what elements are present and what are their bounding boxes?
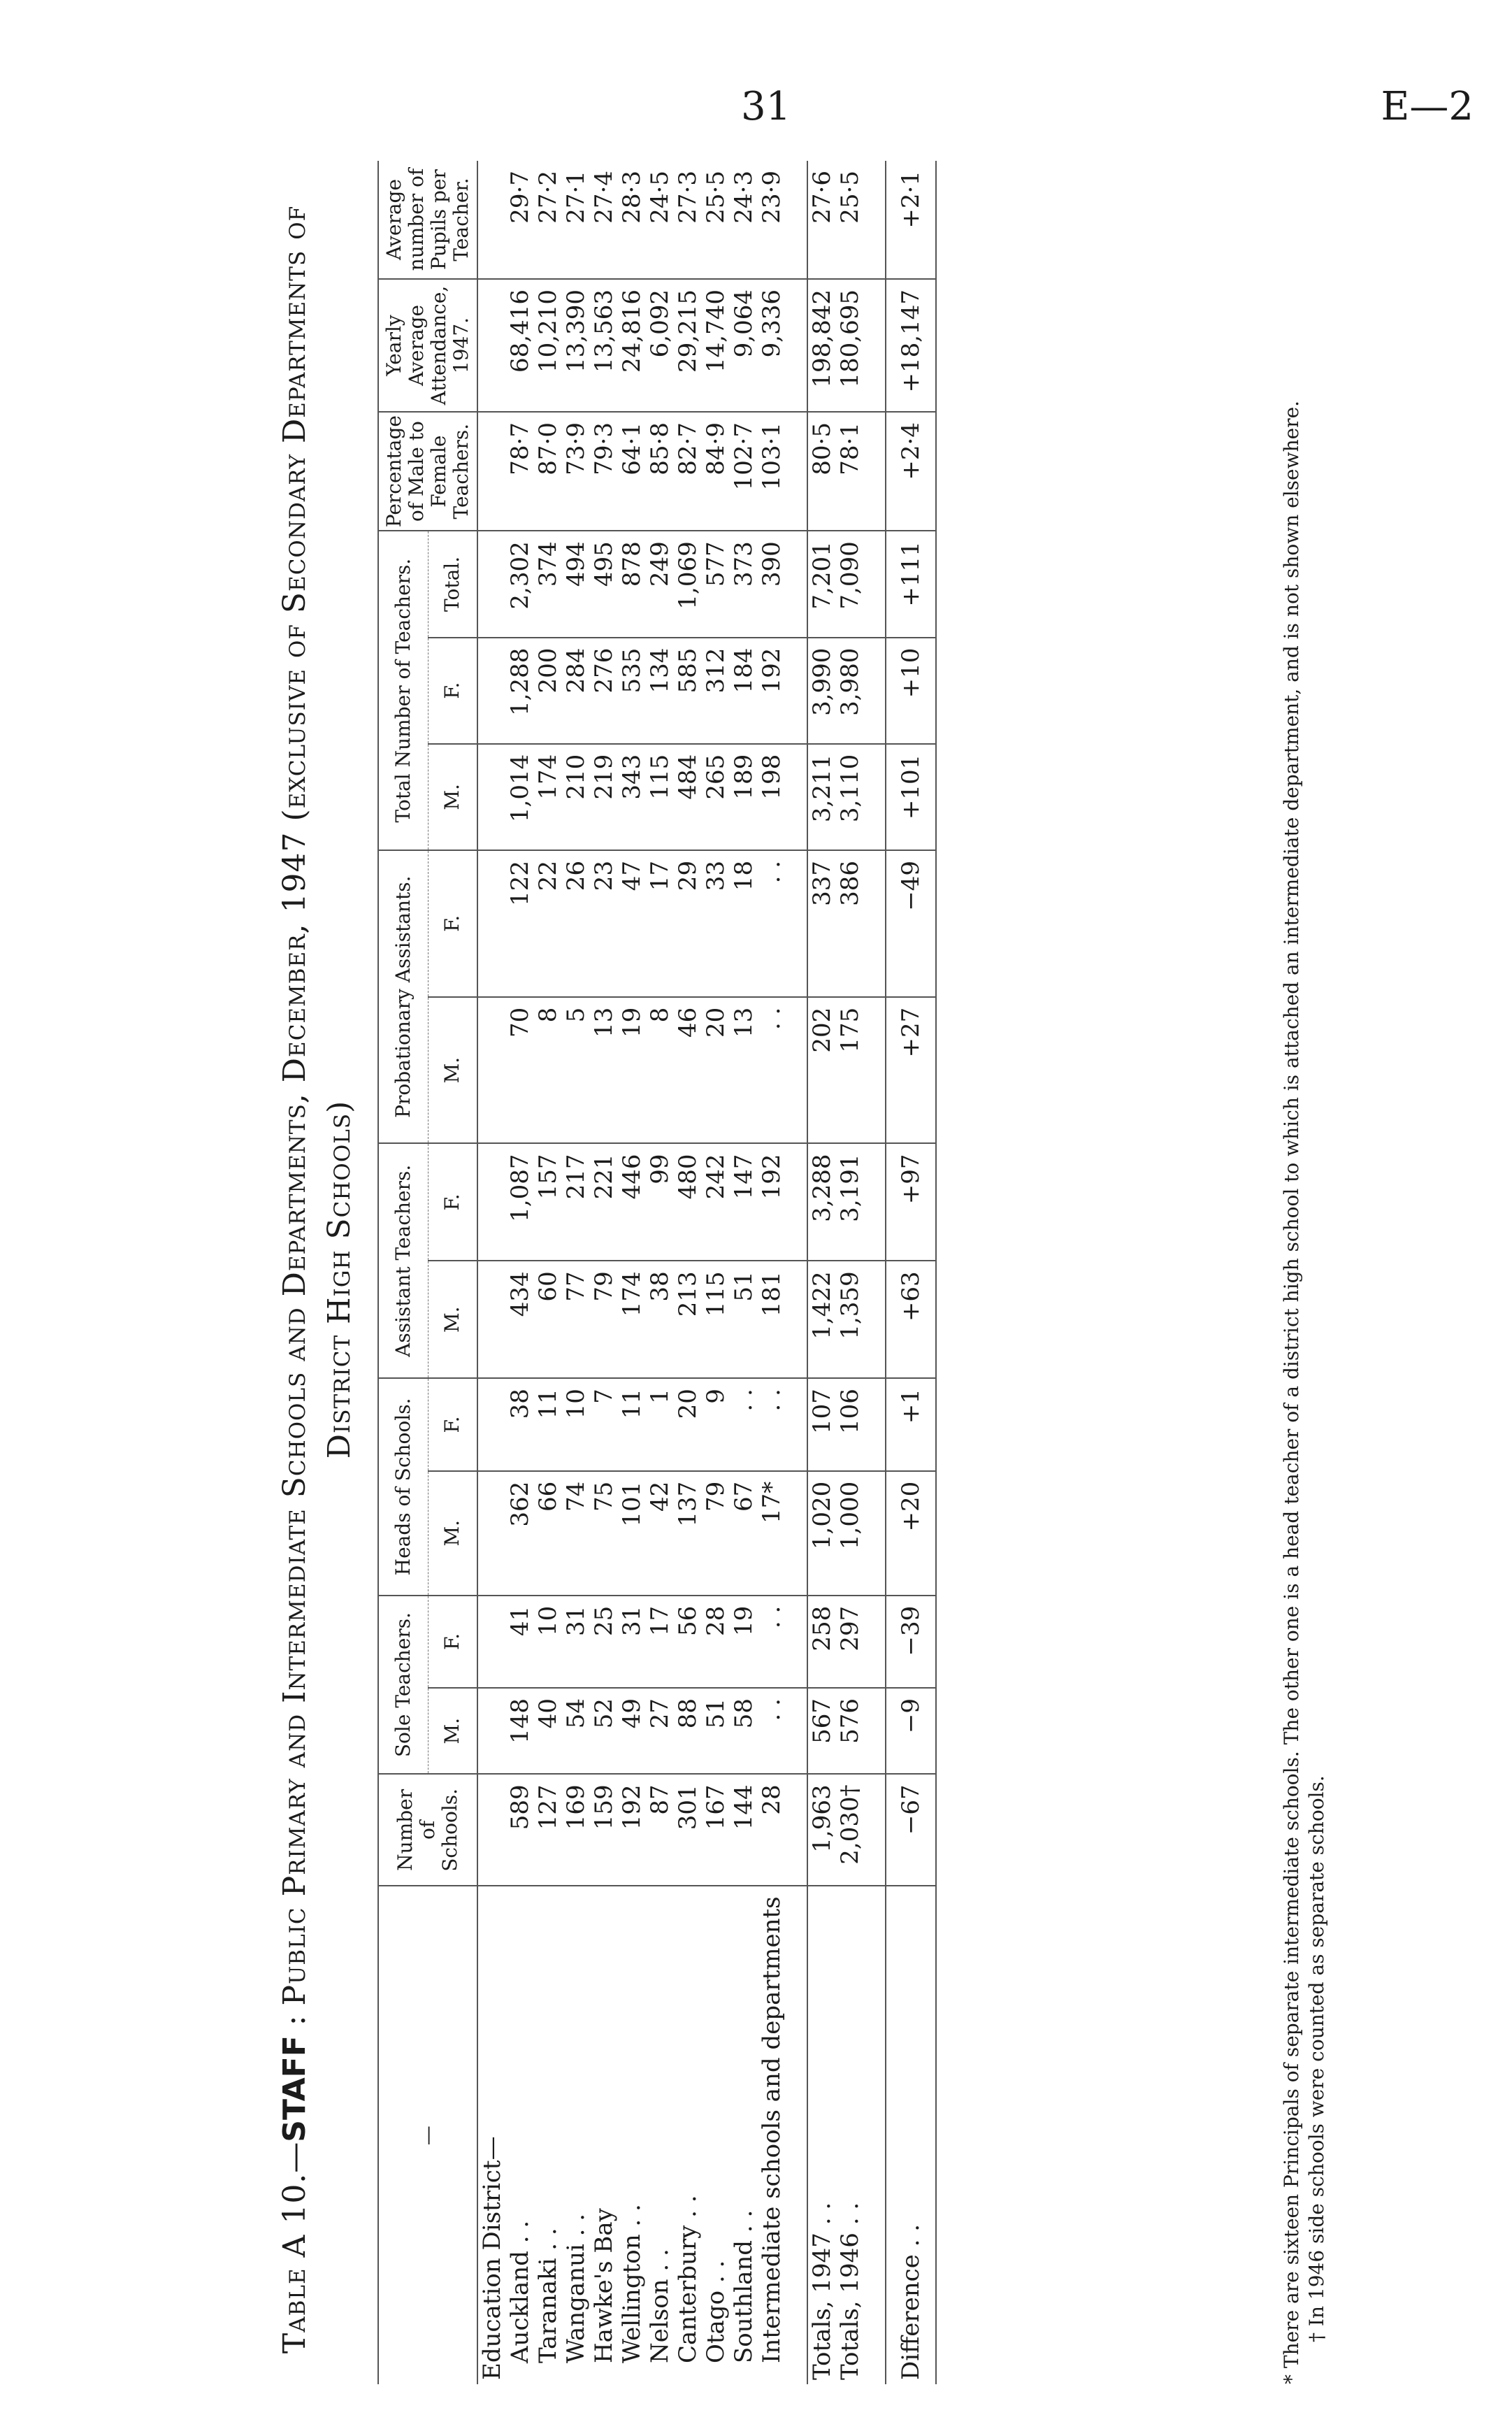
table-row (730, 161, 758, 2384)
cell-prob-f: 47 (618, 850, 646, 997)
row-label-text: Wellington (618, 2234, 646, 2363)
cell-prob-m: 20 (702, 997, 730, 1144)
cell-asst-f: 147 (730, 1143, 758, 1261)
cell-pct: 78·7 (506, 412, 534, 531)
row-label-text: Totals, 1947 (808, 2233, 836, 2380)
cell-tot-f: 3,990 (807, 638, 836, 744)
cell-prob-f: −49 (886, 850, 936, 997)
cell-att: 14,740 (702, 279, 730, 412)
cell-att: 68,416 (506, 279, 534, 412)
cell-asst-f: 99 (646, 1143, 674, 1261)
cell-sole-m: 27 (646, 1688, 674, 1774)
title-text: Public Primary and Intermediate Schools and Departments, December, 1947 (exclusive of Secondary Departments of District High Schools) (277, 205, 357, 2006)
cell-tot-f: 184 (730, 638, 758, 744)
cell-pct: +2·4 (886, 412, 936, 531)
cell-tot-f: 276 (590, 638, 618, 744)
cell-avg: 27·2 (534, 161, 562, 279)
cell-prob-m: 8 (534, 997, 562, 1144)
cell-prob-m: 46 (674, 997, 702, 1144)
row-label (886, 1886, 936, 2384)
cell-prob-f: . . (758, 850, 786, 997)
cell-heads-m: 42 (646, 1471, 674, 1596)
cell-sole-f: 25 (590, 1596, 618, 1688)
cell-tot: 577 (702, 531, 730, 637)
cell-tot: 373 (730, 531, 758, 637)
cell-asst-f: 3,191 (836, 1143, 864, 1261)
cell-prob-f: 26 (562, 850, 590, 997)
cell-sole-f: 258 (807, 1596, 836, 1688)
row-label-leader: . . (702, 2260, 730, 2284)
row-label-text: Hawke's Bay (590, 2208, 618, 2363)
cell-asst-m: 77 (562, 1261, 590, 1378)
cell-heads-m: 74 (562, 1471, 590, 1596)
cell-asst-m: 51 (730, 1261, 758, 1378)
row-label (758, 1886, 786, 2384)
cell-pct: 102·7 (730, 412, 758, 531)
row-label-leader: . . (836, 2202, 864, 2226)
cell-sole-m: −9 (886, 1688, 936, 1774)
page-number: 31 (741, 84, 791, 129)
cell-heads-f: 1 (646, 1378, 674, 1471)
cell-heads-m: +20 (886, 1471, 936, 1596)
cell-sole-m: 576 (836, 1688, 864, 1774)
cell-tot: 390 (758, 531, 786, 637)
cell-prob-m: 19 (618, 997, 646, 1144)
cell-heads-f: . . (730, 1378, 758, 1471)
section-row (477, 161, 506, 2384)
table-row (702, 161, 730, 2384)
cell-heads-m: 67 (730, 1471, 758, 1596)
cell-sole-f: 28 (702, 1596, 730, 1688)
cell-pct: 73·9 (562, 412, 590, 531)
cell-tot: 1,069 (674, 531, 702, 637)
sub-sole-f: F. (428, 1596, 477, 1688)
cell-schools: 169 (562, 1774, 590, 1886)
title-staff: STAFF (277, 2035, 312, 2142)
cell-heads-f: 7 (590, 1378, 618, 1471)
cell-schools: 159 (590, 1774, 618, 1886)
table-row (646, 161, 674, 2384)
cell-tot-m: +101 (886, 744, 936, 850)
row-label-text: Auckland (506, 2251, 534, 2363)
cell-prob-f: 29 (674, 850, 702, 997)
cell-heads-f: 106 (836, 1378, 864, 1471)
cell-schools: −67 (886, 1774, 936, 1886)
cell-tot-m: 1,014 (506, 744, 534, 850)
cell-heads-m: 79 (702, 1471, 730, 1596)
cell-tot: 7,201 (807, 531, 836, 637)
cell-asst-m: 434 (506, 1261, 534, 1378)
cell-pct: 87·0 (534, 412, 562, 531)
cell-avg: 25·5 (702, 161, 730, 279)
row-label-text: Nelson (646, 2279, 674, 2363)
row-label-text: Southland (730, 2240, 758, 2363)
cell-prob-f: 22 (534, 850, 562, 997)
cell-heads-m: 66 (534, 1471, 562, 1596)
row-label-leader: . . (506, 2220, 534, 2244)
cell-avg: 23·9 (758, 161, 786, 279)
cell-sole-m: 51 (702, 1688, 730, 1774)
cell-sole-m: 52 (590, 1688, 618, 1774)
row-label-text: Difference (897, 2254, 925, 2380)
cell-att: 13,390 (562, 279, 590, 412)
corner-header: — (378, 1886, 477, 2384)
table-row (590, 161, 618, 2384)
cell-prob-f: 23 (590, 850, 618, 997)
cell-prob-m: 175 (836, 997, 864, 1144)
cell-sole-f: 31 (562, 1596, 590, 1688)
cell-prob-m: . . (758, 997, 786, 1144)
cell-tot-f: 535 (618, 638, 646, 744)
cell-sole-m: . . (758, 1688, 786, 1774)
cell-tot-f: 585 (674, 638, 702, 744)
cell-asst-m: 115 (702, 1261, 730, 1378)
cell-tot-m: 210 (562, 744, 590, 850)
cell-asst-m: 79 (590, 1261, 618, 1378)
cell-schools: 589 (506, 1774, 534, 1886)
cell-prob-m: 5 (562, 997, 590, 1144)
staff-table (377, 161, 937, 2384)
row-label (807, 1886, 836, 2384)
cell-att: 13,563 (590, 279, 618, 412)
cell-heads-f: 9 (702, 1378, 730, 1471)
table-row (618, 161, 646, 2384)
cell-prob-f: 18 (730, 850, 758, 997)
cell-schools: 144 (730, 1774, 758, 1886)
cell-sole-f: 297 (836, 1596, 864, 1688)
cell-avg: 27·6 (807, 161, 836, 279)
cell-avg: 24·5 (646, 161, 674, 279)
cell-sole-f: 10 (534, 1596, 562, 1688)
cell-sole-m: 54 (562, 1688, 590, 1774)
row-label-leader: . . (674, 2195, 702, 2218)
cell-tot: 878 (618, 531, 646, 637)
row-label-text: Canterbury (674, 2225, 702, 2363)
cell-schools: 1,963 (807, 1774, 836, 1886)
cell-avg: 29·7 (506, 161, 534, 279)
cell-pct: 78·1 (836, 412, 864, 531)
cell-tot-m: 484 (674, 744, 702, 850)
cell-sole-m: 40 (534, 1688, 562, 1774)
cell-att: 9,064 (730, 279, 758, 412)
cell-heads-m: 137 (674, 1471, 702, 1596)
cell-prob-m: 70 (506, 997, 534, 1144)
cell-tot: 374 (534, 531, 562, 637)
cell-tot-m: 189 (730, 744, 758, 850)
row-label (702, 1886, 730, 2384)
cell-schools: 192 (618, 1774, 646, 1886)
cell-asst-m: 181 (758, 1261, 786, 1378)
title-colon: : (277, 2005, 312, 2036)
cell-prob-m: +27 (886, 997, 936, 1144)
cell-asst-f: 1,087 (506, 1143, 534, 1261)
cell-sole-f: 56 (674, 1596, 702, 1688)
cell-heads-m: 75 (590, 1471, 618, 1596)
cell-tot: +111 (886, 531, 936, 637)
cell-att: 29,215 (674, 279, 702, 412)
cell-att: +18,147 (886, 279, 936, 412)
cell-tot-m: 219 (590, 744, 618, 850)
row-label (730, 1886, 758, 2384)
cell-tot-f: 192 (758, 638, 786, 744)
row-label-leader: . . (562, 2213, 590, 2237)
col-yearly-average: Yearly Average Attendance, 1947. (378, 279, 477, 412)
title-dash: — (277, 2142, 312, 2173)
sub-heads-m: M. (428, 1471, 477, 1596)
cell-heads-f: 38 (506, 1378, 534, 1471)
cell-sole-m: 58 (730, 1688, 758, 1774)
cell-prob-m: 13 (730, 997, 758, 1144)
cell-sole-f: 19 (730, 1596, 758, 1688)
cell-sole-m: 567 (807, 1688, 836, 1774)
difference-row (886, 161, 936, 2384)
row-label-leader: . . (646, 2249, 674, 2272)
cell-avg: 28·3 (618, 161, 646, 279)
footnote-2: † In 1946 side schools were counted as separate schools. (1305, 1775, 1328, 2342)
row-label-text: Otago (702, 2290, 730, 2363)
cell-tot-f: 312 (702, 638, 730, 744)
table-row (674, 161, 702, 2384)
cell-sole-f: −39 (886, 1596, 936, 1688)
col-percentage: Percentage of Male to Female Teachers. (378, 412, 477, 531)
row-label-text: Wanganui (562, 2244, 590, 2363)
cell-sole-f: . . (758, 1596, 786, 1688)
cell-tot-m: 265 (702, 744, 730, 850)
cell-pct: 82·7 (674, 412, 702, 531)
row-label (562, 1886, 590, 2384)
cell-pct: 79·3 (590, 412, 618, 531)
cell-prob-m: 8 (646, 997, 674, 1144)
cell-schools: 87 (646, 1774, 674, 1886)
cell-sole-m: 88 (674, 1688, 702, 1774)
cell-asst-f: 242 (702, 1143, 730, 1261)
spacer-row (786, 161, 807, 2384)
cell-att: 9,336 (758, 279, 786, 412)
col-heads-of-schools: Heads of Schools. (378, 1378, 428, 1596)
cell-att: 10,210 (534, 279, 562, 412)
sub-total-total: Total. (428, 531, 477, 637)
cell-schools: 301 (674, 1774, 702, 1886)
cell-att: 24,816 (618, 279, 646, 412)
sub-sole-m: M. (428, 1688, 477, 1774)
cell-asst-m: 38 (646, 1261, 674, 1378)
cell-asst-f: 480 (674, 1143, 702, 1261)
row-label-text: Taranaki (534, 2258, 562, 2363)
cell-avg: 27·1 (562, 161, 590, 279)
cell-tot-m: 198 (758, 744, 786, 850)
cell-avg: 25·5 (836, 161, 864, 279)
cell-heads-m: 101 (618, 1471, 646, 1596)
cell-pct: 64·1 (618, 412, 646, 531)
row-label-leader: . . (897, 2223, 925, 2247)
cell-asst-m: 1,422 (807, 1261, 836, 1378)
cell-avg: 27·4 (590, 161, 618, 279)
row-label-text: Totals, 1946 (836, 2233, 864, 2380)
cell-asst-f: 446 (618, 1143, 646, 1261)
table-row (506, 161, 534, 2384)
cell-heads-f: 11 (534, 1378, 562, 1471)
table-row (562, 161, 590, 2384)
cell-schools: 127 (534, 1774, 562, 1886)
row-label-leader: . . (534, 2228, 562, 2251)
row-label (534, 1886, 562, 2384)
col-probationary-assistants: Probationary Assistants. (378, 850, 428, 1144)
cell-prob-f: 33 (702, 850, 730, 997)
rotated-table-block (273, 161, 1349, 2398)
cell-asst-f: 157 (534, 1143, 562, 1261)
table-row (534, 161, 562, 2384)
col-number-of-schools: Number of Schools. (378, 1774, 477, 1886)
cell-schools: 2,030† (836, 1774, 864, 1886)
cell-heads-m: 1,020 (807, 1471, 836, 1596)
cell-att: 180,695 (836, 279, 864, 412)
cell-asst-m: 213 (674, 1261, 702, 1378)
cell-asst-f: +97 (886, 1143, 936, 1261)
cell-heads-f: 10 (562, 1378, 590, 1471)
cell-tot-f: 284 (562, 638, 590, 744)
cell-tot: 495 (590, 531, 618, 637)
cell-tot-f: 200 (534, 638, 562, 744)
row-label (674, 1886, 702, 2384)
footnote-1: * There are sixteen Principals of separate intermediate schools. The other one is a head teacher of a district high school to which is attached an intermediate department, and is not shown elsewhere. (1280, 400, 1303, 2384)
cell-asst-f: 217 (562, 1143, 590, 1261)
footnotes (1279, 161, 1330, 2384)
table-body (477, 161, 936, 2384)
cell-tot: 2,302 (506, 531, 534, 637)
col-assistant-teachers: Assistant Teachers. (378, 1143, 428, 1378)
cell-heads-m: 362 (506, 1471, 534, 1596)
cell-asst-f: 221 (590, 1143, 618, 1261)
cell-pct: 84·9 (702, 412, 730, 531)
row-label-leader: . . (618, 2204, 646, 2227)
sub-heads-f: F. (428, 1378, 477, 1471)
cell-asst-f: 3,288 (807, 1143, 836, 1261)
table-number: Table A 10. (277, 2172, 312, 2354)
col-total-teachers: Total Number of Teachers. (378, 531, 428, 850)
totals-row (836, 161, 864, 2384)
cell-heads-f: 20 (674, 1378, 702, 1471)
row-label (836, 1886, 864, 2384)
row-label-text: Intermediate schools and departments (758, 1896, 786, 2363)
row-label-leader: . . (808, 2202, 836, 2226)
cell-asst-m: +63 (886, 1261, 936, 1378)
cell-heads-f: 107 (807, 1378, 836, 1471)
page-header (0, 84, 1512, 140)
section-label: Education District— (478, 2136, 506, 2380)
page-code: E—2 (1381, 84, 1474, 129)
cell-sole-m: 148 (506, 1688, 534, 1774)
cell-prob-m: 13 (590, 997, 618, 1144)
spacer-row (864, 161, 886, 2384)
cell-tot-m: 115 (646, 744, 674, 850)
cell-heads-f: . . (758, 1378, 786, 1471)
cell-tot: 7,090 (836, 531, 864, 637)
row-label-leader: . . (730, 2209, 758, 2233)
cell-pct: 80·5 (807, 412, 836, 531)
cell-att: 198,842 (807, 279, 836, 412)
cell-prob-f: 17 (646, 850, 674, 997)
sub-total-m: M. (428, 744, 477, 850)
sub-prob-m: M. (428, 997, 477, 1144)
row-label (590, 1886, 618, 2384)
col-sole-teachers: Sole Teachers. (378, 1596, 428, 1775)
sub-total-f: F. (428, 638, 477, 744)
cell-tot: 249 (646, 531, 674, 637)
cell-asst-f: 192 (758, 1143, 786, 1261)
cell-avg: 27·3 (674, 161, 702, 279)
table-title (273, 161, 362, 2398)
row-label (646, 1886, 674, 2384)
cell-heads-m: 17* (758, 1471, 786, 1596)
row-label (618, 1886, 646, 2384)
sub-prob-f: F. (428, 850, 477, 997)
cell-heads-f: +1 (886, 1378, 936, 1471)
cell-prob-f: 337 (807, 850, 836, 997)
cell-tot: 494 (562, 531, 590, 637)
totals-row (807, 161, 836, 2384)
cell-tot-m: 174 (534, 744, 562, 850)
cell-tot-f: +10 (886, 638, 936, 744)
col-average-pupils: Average number of Pupils per Teacher. (378, 161, 477, 279)
cell-prob-m: 202 (807, 997, 836, 1144)
cell-tot-f: 134 (646, 638, 674, 744)
cell-asst-m: 174 (618, 1261, 646, 1378)
cell-sole-f: 31 (618, 1596, 646, 1688)
table-row (758, 161, 786, 2384)
cell-pct: 103·1 (758, 412, 786, 531)
row-label (506, 1886, 534, 2384)
cell-tot-m: 3,110 (836, 744, 864, 850)
cell-heads-f: 11 (618, 1378, 646, 1471)
cell-avg: +2·1 (886, 161, 936, 279)
sub-asst-f: F. (428, 1143, 477, 1261)
cell-sole-f: 41 (506, 1596, 534, 1688)
cell-asst-m: 60 (534, 1261, 562, 1378)
cell-sole-m: 49 (618, 1688, 646, 1774)
cell-heads-m: 1,000 (836, 1471, 864, 1596)
cell-prob-f: 386 (836, 850, 864, 997)
cell-schools: 167 (702, 1774, 730, 1886)
cell-tot-m: 343 (618, 744, 646, 850)
cell-tot-m: 3,211 (807, 744, 836, 850)
sub-asst-m: M. (428, 1261, 477, 1378)
cell-prob-f: 122 (506, 850, 534, 997)
cell-tot-f: 1,288 (506, 638, 534, 744)
cell-avg: 24·3 (730, 161, 758, 279)
cell-sole-f: 17 (646, 1596, 674, 1688)
cell-asst-m: 1,359 (836, 1261, 864, 1378)
cell-tot-f: 3,980 (836, 638, 864, 744)
cell-schools: 28 (758, 1774, 786, 1886)
cell-att: 6,092 (646, 279, 674, 412)
cell-pct: 85·8 (646, 412, 674, 531)
